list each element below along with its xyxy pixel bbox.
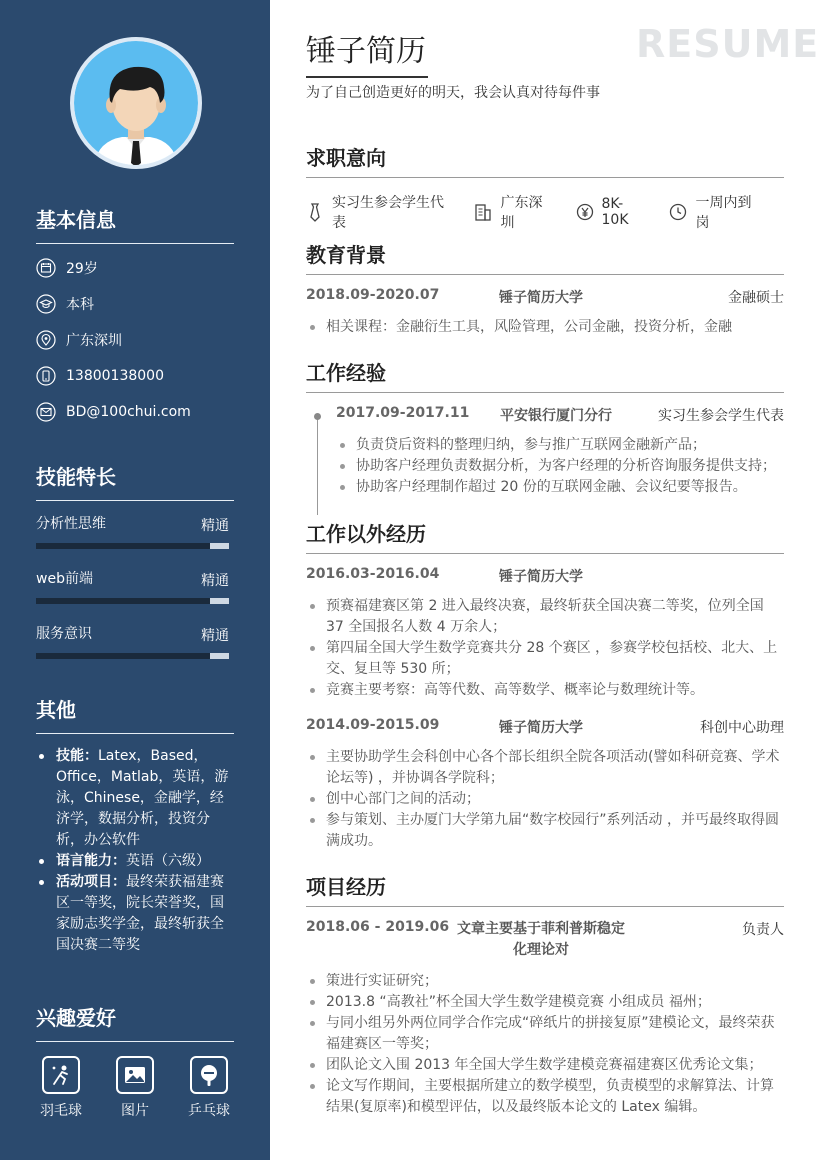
- bullet-item: 负责贷后资料的整理归纳，参与推广互联网金融新产品；: [336, 435, 784, 456]
- education-bullets: [306, 317, 784, 338]
- info-phone-text: 13800138000: [66, 368, 164, 384]
- resume-name: 锤子简历: [306, 26, 428, 78]
- phone-icon: [36, 366, 56, 386]
- calendar-icon: [36, 258, 56, 278]
- skill-item: [36, 556, 234, 611]
- basic-info-title: 基本信息: [36, 204, 234, 244]
- other-item-label: 技能：: [56, 748, 98, 764]
- work-section: [306, 357, 784, 498]
- intent-section: [306, 142, 784, 232]
- skill-bar: [36, 598, 229, 604]
- graduation-cap-icon: [36, 294, 56, 314]
- intent-availability-text: 一周内到岗: [695, 195, 752, 231]
- work-title: 工作经验: [306, 357, 784, 393]
- skill-item: [36, 501, 234, 556]
- bullet-item: 参与策划、主办厦门大学第九届“数字校园行”系列活动 ，并丐最终取得圆满成功。: [306, 810, 784, 852]
- bullet-item: 与同小组另外两位同学合作完成“碎纸片的拼接复原”建模论文，最终荣获福建赛区一等奖；: [306, 1013, 784, 1055]
- entry-date: 2018.06 - 2019.06: [306, 919, 450, 935]
- other-item-text: 最终荣获福建赛区一等奖，院长荣誉奖，国家励志奖学金，最终斩获全国决赛二等奖: [56, 874, 224, 953]
- clock-icon: [669, 202, 687, 222]
- other-item-label: 语言能力：: [56, 853, 126, 869]
- bullet-item: 论文写作期间，主要根据所建立的数学模型，负责模型的求解算法、计算结果(复原率)和模型评估，以及最终版本论文的 Latex 编辑。: [306, 1076, 784, 1118]
- entry-org: 文章主要基于菲利普斯稳定化理论对: [457, 921, 625, 958]
- bullet-item: 第四届全国大学生数学竞赛共分 28 个赛区 ，参赛学校包括校、北大、上交、复旦等 530 所；: [306, 638, 784, 680]
- intent-salary: [576, 196, 648, 228]
- bullet-item: 主要协助学生会科创中心各个部长组织全院各项活动(譬如科研竞赛、学术论坛等) ，并协调各学院科；: [306, 747, 784, 789]
- yen-icon: [576, 202, 594, 222]
- info-email: [36, 394, 234, 430]
- bullet-item: 创中心部门之间的活动；: [306, 789, 784, 810]
- building-icon: [474, 202, 492, 222]
- other-item-label: 活动项目：: [56, 874, 126, 890]
- tagline: 为了自己创造更好的明天，我会认真对待每件事: [306, 85, 600, 101]
- bullet-item: 竞赛主要考察：高等代数、高等数学、概率论与数理统计等。: [306, 680, 784, 701]
- extra-entry-head: [306, 566, 784, 586]
- skill-item: [36, 611, 234, 666]
- info-phone: [36, 358, 234, 394]
- avatar: [70, 37, 202, 169]
- skill-name: 分析性思维: [36, 516, 106, 532]
- skill-bar-fill: [36, 543, 210, 549]
- extra-section: [306, 518, 784, 852]
- bullet-item: 2013.8 “高教社”杯全国大学生数学建模竞赛 小组成员 福州；: [306, 992, 784, 1013]
- work-entry-head: [336, 405, 784, 425]
- resume-watermark: RESUME: [636, 22, 820, 66]
- bullet-item: 团队论文入围 2013 年全国大学生数学建模竞赛福建赛区优秀论文集；: [306, 1055, 784, 1076]
- skill-bar: [36, 543, 229, 549]
- bullet-item: 协助客户经理制作超过 20 份的互联网金融、会议纪要等报告。: [336, 477, 784, 498]
- intent-availability: [669, 192, 762, 232]
- basic-info-section: [36, 204, 234, 430]
- hobby-item: [40, 1056, 82, 1120]
- info-degree-text: 本科: [66, 297, 94, 313]
- other-item-text: 英语（六级）: [126, 853, 210, 869]
- project-entry-head: [306, 919, 784, 961]
- hobby-item: [188, 1056, 230, 1120]
- info-location: [36, 322, 234, 358]
- extra-bullets: [306, 747, 784, 852]
- hobbies-section: [36, 1002, 234, 1120]
- entry-date: 2016.03-2016.04: [306, 566, 440, 582]
- hobby-label: 图片: [121, 1103, 149, 1119]
- skill-level: 精通: [201, 518, 229, 534]
- entry-role: 科创中心助理: [700, 720, 784, 736]
- skill-bar-fill: [36, 598, 210, 604]
- entry-org: 平安银行厦门分行: [500, 408, 612, 424]
- sidebar: [0, 0, 270, 1160]
- info-email-text: BD@100chui.com: [66, 404, 191, 420]
- entry-org: 锤子简历大学: [499, 569, 583, 585]
- timeline-dot: [314, 413, 321, 420]
- education-title: 教育背景: [306, 239, 784, 275]
- skills-title: 技能特长: [36, 461, 234, 501]
- project-bullets: [306, 971, 784, 1118]
- other-item: [36, 851, 234, 872]
- location-pin-icon: [36, 330, 56, 350]
- bullet-item: 预赛福建赛区第 2 进入最终决赛，最终斩获全国决赛二等奖，位列全国 37 全国报名人数 4 万余人；: [306, 596, 784, 638]
- other-item: [36, 872, 234, 956]
- entry-role: 负责人: [742, 922, 784, 938]
- other-list: [36, 746, 234, 956]
- info-age-text: 29岁: [66, 261, 98, 277]
- intent-position-text: 实习生参会学生代表: [332, 195, 444, 231]
- mail-icon: [36, 402, 56, 422]
- intent-city: [474, 192, 553, 232]
- badminton-icon: [42, 1056, 80, 1094]
- work-timeline: [306, 405, 784, 498]
- info-location-text: 广东深圳: [66, 333, 122, 349]
- other-item: [36, 746, 234, 851]
- projects-title: 项目经历: [306, 871, 784, 907]
- timeline-line: [317, 415, 318, 515]
- entry-role: 实习生参会学生代表: [658, 408, 784, 424]
- work-bullets: [336, 435, 784, 498]
- entry-org: 锤子简历大学: [499, 720, 583, 736]
- skill-name: web前端: [36, 571, 93, 587]
- bullet-item: 策进行实证研究；: [306, 971, 784, 992]
- projects-section: [306, 871, 784, 1118]
- skill-level: 精通: [201, 628, 229, 644]
- hobby-label: 乒乓球: [188, 1103, 230, 1119]
- skill-level: 精通: [201, 573, 229, 589]
- other-section: [36, 694, 234, 956]
- picture-icon: [116, 1056, 154, 1094]
- intent-title: 求职意向: [306, 142, 784, 178]
- hobby-item: [114, 1056, 156, 1120]
- intent-position: [306, 192, 452, 232]
- bullet-item: 相关课程：金融衍生工具，风险管理，公司金融，投资分析，金融: [306, 317, 784, 338]
- info-degree: [36, 286, 234, 322]
- education-entry-head: [306, 287, 784, 307]
- tie-icon: [306, 202, 324, 222]
- entry-date: 2018.09-2020.07: [306, 287, 440, 303]
- skill-bar-fill: [36, 653, 210, 659]
- entry-date: 2014.09-2015.09: [306, 717, 440, 733]
- intent-city-text: 广东深圳: [500, 195, 543, 231]
- extra-title: 工作以外经历: [306, 518, 784, 554]
- other-item-text: Latex，Based，Office，Matlab，英语，游泳，Chinese，金融学，经济学，数据分析，投资分析，办公软件: [56, 748, 229, 848]
- hobby-label: 羽毛球: [40, 1103, 82, 1119]
- bullet-item: 协助客户经理负责数据分析，为客户经理的分析咨询服务提供支持；: [336, 456, 784, 477]
- extra-entry-head: [306, 717, 784, 737]
- skills-section: [36, 461, 234, 666]
- entry-date: 2017.09-2017.11: [336, 405, 470, 421]
- skill-bar: [36, 653, 229, 659]
- skill-name: 服务意识: [36, 626, 92, 642]
- intent-salary-text: 8K-10K: [601, 196, 629, 228]
- other-title: 其他: [36, 694, 234, 734]
- entry-role: 金融硕士: [728, 290, 784, 306]
- education-section: [306, 239, 784, 338]
- hobbies-title: 兴趣爱好: [36, 1002, 234, 1042]
- entry-org: 锤子简历大学: [499, 290, 583, 306]
- info-age: [36, 250, 234, 286]
- extra-bullets: [306, 596, 784, 701]
- ping-pong-icon: [190, 1056, 228, 1094]
